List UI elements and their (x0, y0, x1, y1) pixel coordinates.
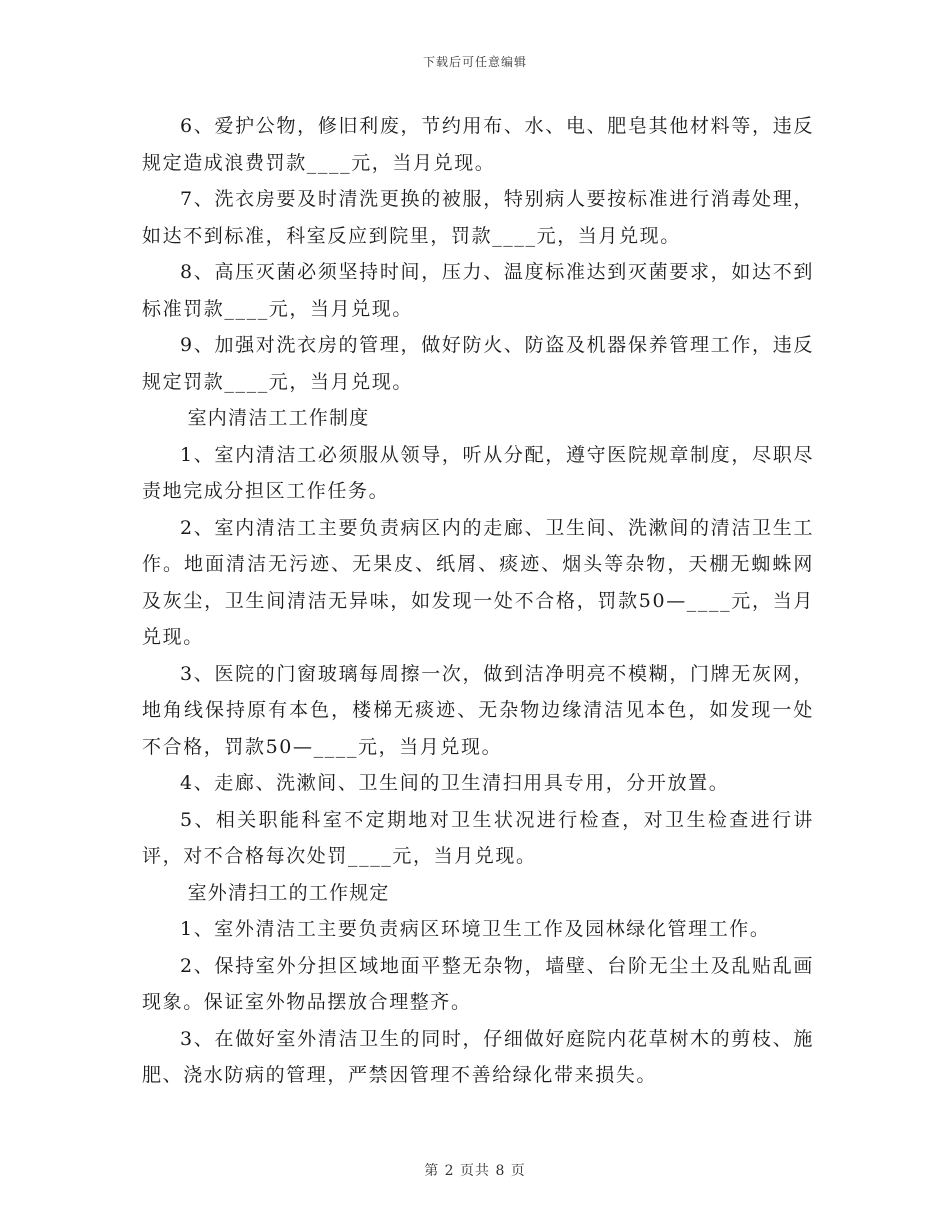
paragraph-outdoor-3: 3、在做好室外清洁卫生的同时，仔细做好庭院内花草树木的剪枝、施肥、浇水防病的管理，严禁因管理不善给绿化带来损失。 (142, 1027, 814, 1086)
paragraph-outdoor-1: 1、室外清洁工主要负责病区环境卫生工作及园林绿化管理工作。 (180, 918, 771, 940)
page-footer: 第 2 页共 8 页 (424, 1163, 526, 1179)
document-body (142, 108, 814, 1094)
paragraph-indoor-3: 3、医院的门窗玻璃每周擦一次，做到洁净明亮不模糊，门牌无灰网，地角线保持原有本色，楼梯无痰迹、无杂物边缘清洁见本色，如发现一处不合格，罚款50—____元，当月兑现。 (142, 662, 814, 758)
paragraph-item-9-laundry-management: 9、加强对洗衣房的管理，做好防火、防盗及机器保养管理工作，违反规定罚款____元，当月兑现。 (142, 334, 814, 393)
paragraph-item-6-laundry-conservation: 6、爱护公物，修旧利废，节约用布、水、电、肥皂其他材料等，违反规定造成浪费罚款____元，当月兑现。 (142, 115, 814, 174)
paragraph-item-8-sterilization: 8、高压灭菌必须坚持时间，压力、温度标准达到灭菌要求，如达不到标准罚款____元，当月兑现。 (142, 261, 814, 320)
paragraph-indoor-4: 4、走廊、洗漱间、卫生间的卫生清扫用具专用，分开放置。 (180, 772, 730, 794)
paragraph-indoor-2: 2、室内清洁工主要负责病区内的走廊、卫生间、洗漱间的清洁卫生工作。地面清洁无污迹、无果皮、纸屑、痰迹、烟头等杂物，天棚无蜘蛛网及灰尘，卫生间清洁无异味，如发现一处不合格，罚款50—____元，当月兑现。 (142, 516, 814, 648)
paragraph-indoor-1: 1、室内清洁工必须服从领导，听从分配，遵守医院规章制度，尽职尽责地完成分担区工作任务。 (142, 443, 814, 502)
page-header: 下载后可任意编辑 (422, 55, 527, 69)
paragraph-indoor-5: 5、相关职能科室不定期地对卫生状况进行检查，对卫生检查进行讲评，对不合格每次处罚____元，当月兑现。 (142, 808, 814, 867)
paragraph-outdoor-2: 2、保持室外分担区域地面平整无杂物，墙壁、台阶无尘土及乱贴乱画现象。保证室外物品摆放合理整齐。 (142, 954, 814, 1013)
section-heading-indoor-cleaner: 室内清洁工工作制度 (187, 407, 370, 429)
section-heading-outdoor-cleaner: 室外清扫工的工作规定 (187, 881, 390, 904)
paragraph-item-7-laundry-disinfection: 7、洗衣房要及时清洗更换的被服，特别病人要按标准进行消毒处理，如达不到标准，科室反应到院里，罚款____元，当月兑现。 (142, 188, 814, 247)
